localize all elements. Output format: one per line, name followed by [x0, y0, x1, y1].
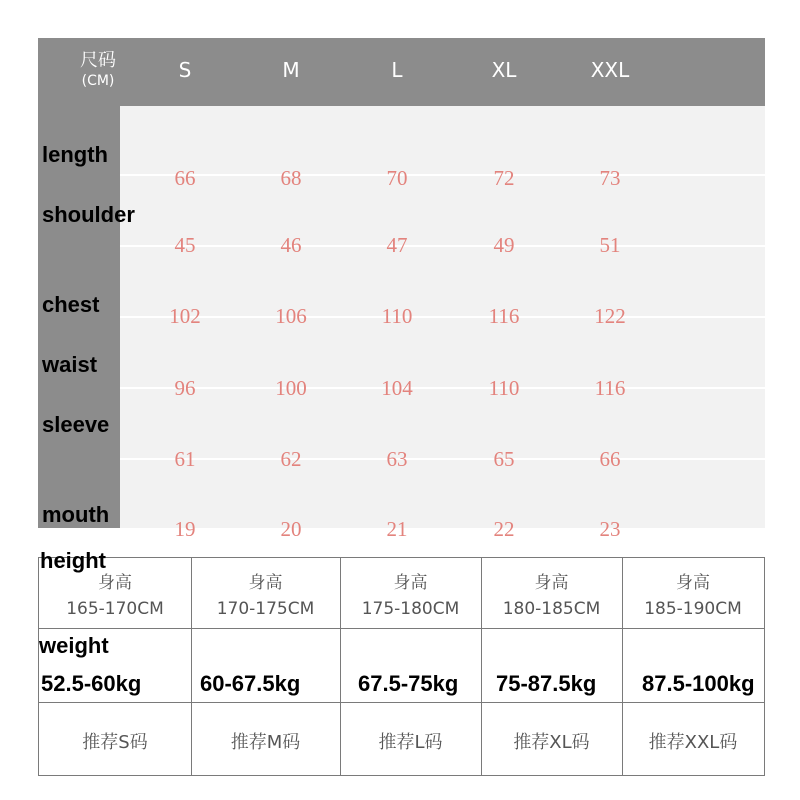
- row-label-shoulder: shoulder: [42, 202, 135, 227]
- waist-s-cell: 96: [174, 376, 196, 400]
- sleeve-m-cell: 62: [280, 447, 302, 471]
- size-header-xxl: XXL: [590, 58, 630, 82]
- sleeve-xxl-cell: 66: [599, 447, 621, 471]
- row-label-sleeve: sleeve: [42, 412, 110, 437]
- size-header-s: S: [178, 58, 192, 82]
- height-cell-xl: [481, 568, 622, 619]
- sleeve-s-cell: 61: [174, 447, 196, 471]
- length-xxl-cell: 73: [599, 166, 621, 190]
- waist-xl-cell: 110: [488, 376, 520, 400]
- height-cell-xxl: [622, 568, 764, 619]
- mouth-l-cell: 21: [386, 517, 408, 541]
- height-title: 身高: [676, 573, 710, 593]
- height-cell-l: [340, 568, 481, 619]
- mouth-xxl-cell: 23: [599, 517, 621, 541]
- row-label-waist: waist: [42, 352, 98, 377]
- weight-xxl: 87.5-100kg: [642, 671, 755, 696]
- recommend-size-l: 推荐L码: [378, 732, 443, 753]
- height-title: 身高: [393, 573, 428, 593]
- height-range: 165-170CM: [66, 599, 164, 619]
- unit-label: 尺码: [80, 50, 116, 71]
- shoulder-l-cell: 47: [386, 233, 408, 257]
- height-range: 170-175CM: [216, 599, 315, 619]
- weight-s: 52.5-60kg: [41, 671, 142, 696]
- size-chart-body: [120, 106, 765, 541]
- height-cell-s: [39, 568, 191, 619]
- mouth-m-cell: 20: [280, 517, 302, 541]
- weight-l: 67.5-75kg: [358, 671, 459, 696]
- sleeve-l-cell: 63: [386, 447, 408, 471]
- chest-l-cell: 110: [381, 304, 413, 328]
- recommend-size-m: 推荐M码: [230, 732, 301, 753]
- chest-xl-cell: 116: [488, 304, 520, 328]
- shoulder-xxl-cell: 51: [599, 233, 621, 257]
- row-label-mouth: mouth: [42, 502, 110, 527]
- recommend-size-s: 推荐S码: [82, 732, 148, 753]
- size-header-m: M: [282, 58, 300, 82]
- chest-xxl-cell: 122: [594, 304, 626, 328]
- row-divider: [39, 702, 764, 703]
- size-chart: [38, 38, 765, 541]
- size-chart-header: [38, 38, 765, 106]
- height-range: 175-180CM: [361, 599, 460, 619]
- weight-m: 60-67.5kg: [200, 671, 301, 696]
- height-cell-m: [191, 568, 340, 619]
- mouth-xl-cell: 22: [493, 517, 515, 541]
- height-title: 身高: [98, 573, 132, 593]
- recommend-size-xxl: 推荐XXL码: [648, 732, 738, 753]
- chest-s-cell: 102: [169, 304, 201, 328]
- length-s-cell: 66: [174, 166, 196, 190]
- height-title: 身高: [248, 573, 283, 593]
- height-range: 180-185CM: [502, 599, 601, 619]
- shoulder-xl-cell: 49: [493, 233, 515, 257]
- height-range: 185-190CM: [644, 599, 742, 619]
- sleeve-xl-cell: 65: [493, 447, 515, 471]
- waist-m-cell: 100: [275, 376, 307, 400]
- size-recommendation-table: [38, 557, 765, 776]
- mouth-s-cell: 19: [174, 517, 196, 541]
- shoulder-m-cell: 46: [280, 233, 302, 257]
- shoulder-s-cell: 45: [174, 233, 196, 257]
- height-label: height: [40, 548, 106, 573]
- weight-label: weight: [39, 633, 109, 658]
- size-header-l: L: [391, 58, 403, 82]
- recommend-size-xl: 推荐XL码: [513, 732, 590, 753]
- weight-xl: 75-87.5kg: [496, 671, 597, 696]
- unit-header: [58, 50, 138, 90]
- length-m-cell: 68: [280, 166, 302, 190]
- height-title: 身高: [534, 573, 569, 593]
- size-header-xl: XL: [491, 58, 517, 82]
- chest-m-cell: 106: [275, 304, 307, 328]
- row-label-chest: chest: [42, 292, 100, 317]
- waist-xxl-cell: 116: [594, 376, 626, 400]
- unit-sub-label: (CM): [81, 72, 115, 89]
- waist-l-cell: 104: [381, 376, 413, 400]
- length-xl-cell: 72: [493, 166, 515, 190]
- row-label-length: length: [42, 142, 108, 167]
- length-l-cell: 70: [386, 166, 408, 190]
- row-divider: [39, 628, 764, 629]
